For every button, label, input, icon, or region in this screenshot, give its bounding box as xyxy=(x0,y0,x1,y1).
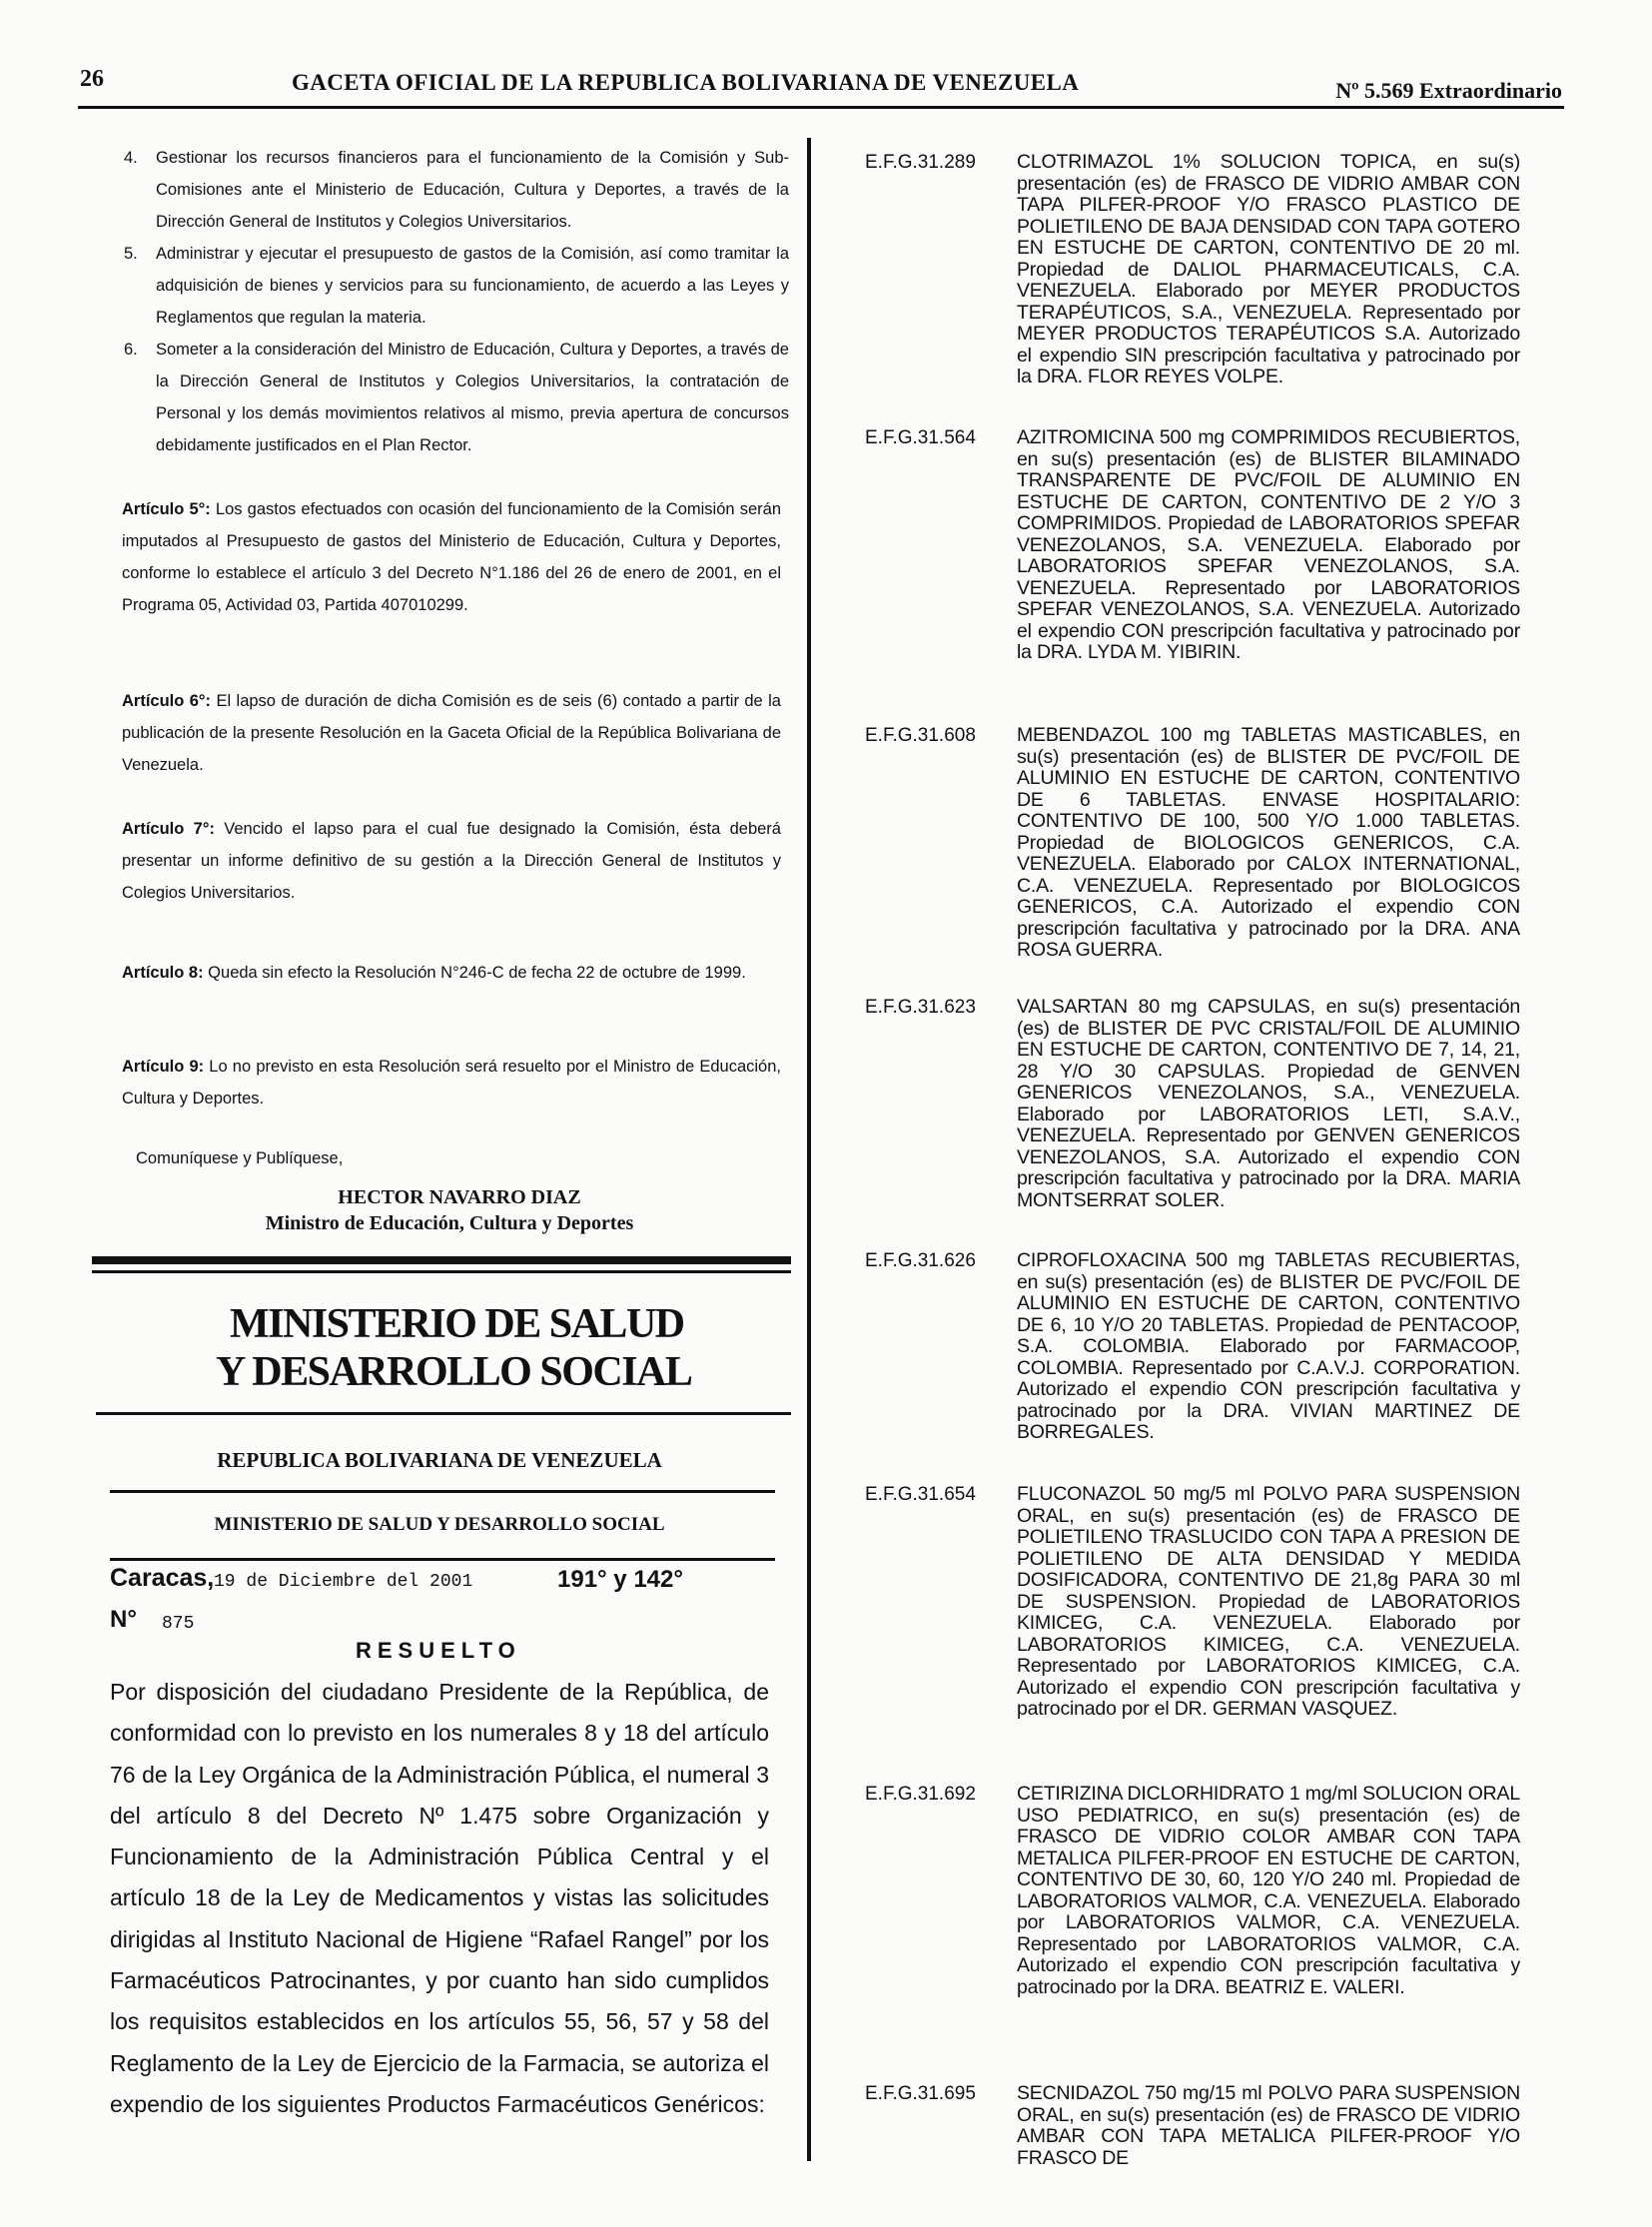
signer-title: Ministro de Educación, Cultura y Deportes xyxy=(265,1212,634,1234)
ministry-heading xyxy=(118,1300,777,1396)
resolution-number: 875 xyxy=(162,1614,195,1634)
list-item-text: Administrar y ejecutar el presupuesto de gastos de la Comisión, así como tramitar la adquisición de bienes y servicios para su funcionamiento, de acuerdo a las Leyes y Reglamentos que regulan la materia. xyxy=(156,245,789,327)
list-item-text: Gestionar los recursos financieros para el funcionamiento de la Comisión y Sub-Comisiones ante el Ministerio de Educación, Cultura y Deportes, a través de la Dirección General de Institutos y Colegios Universitarios. xyxy=(156,149,789,231)
article-label: Artículo 8: xyxy=(122,964,204,982)
resuelto-heading: RESUELTO xyxy=(356,1638,521,1663)
list-item xyxy=(118,142,789,238)
product-description: FLUCONAZOL 50 mg/5 ml POLVO PARA SUSPENSION ORAL, en su(s) presentación (es) de FRASCO DE POLIETILENO TRASLUCIDO CON TAPA A PRESION DE POLIETILENO DE ALTA DENSIDAD Y MEDIDA DOSIFICADORA, CONTENTIVO DE 21,8g PARA 30 ml DE SUSPENSION. Propiedad de LABORATORIOS KIMICEG, C.A. VENEZUELA. Elaborado por LABORATORIOS KIMICEG, C.A. VENEZUELA. Representado por LABORATORIOS KIMICEG, C.A. Autorizado el expendio CON prescripción facultativa y patrocinado por el DR. GERMAN VASQUEZ. xyxy=(1017,1483,1520,1720)
divider xyxy=(110,1490,775,1493)
article-text: Lo no previsto en esta Resolución será resuelto por el Ministro de Educación, Cultura y Deportes. xyxy=(122,1058,781,1108)
article-5 xyxy=(122,493,781,621)
divider xyxy=(96,1412,791,1415)
page-number: 26 xyxy=(80,66,104,92)
product-code: E.F.G.31.564 xyxy=(865,427,976,448)
article-6 xyxy=(122,685,781,781)
issue-label: Nº 5.569 Extraordinario xyxy=(1335,78,1562,103)
signer-name: HECTOR NAVARRO DIAZ xyxy=(338,1186,581,1208)
page-header xyxy=(78,66,1564,109)
column-divider xyxy=(807,138,811,2161)
article-text: El lapso de duración de dicha Comisión es de seis (6) contado a partir de la publicación de la presente Resolución en la Gaceta Oficial de la República Bolivariana de Venezuela. xyxy=(122,692,781,774)
article-label: Artículo 6°: xyxy=(122,692,212,710)
product-description: CETIRIZINA DICLORHIDRATO 1 mg/ml SOLUCION ORAL USO PEDIATRICO, en su(s) presentación (es) de FRASCO DE VIDRIO COLOR AMBAR CON TAPA METALICA PILFER-PROOF EN ESTUCHE DE CARTON, CONTENTIVO DE 30, 60, 120 Y/O 240 ml. Propiedad de LABORATORIOS VALMOR, C.A. VENEZUELA. Elaborado por LABORATORIOS VALMOR, C.A. VENEZUELA. Representado por LABORATORIOS VALMOR, C.A. Autorizado el expendio CON prescripción facultativa y patrocinado por la DRA. BEATRIZ E. VALERI. xyxy=(1017,1783,1520,1998)
product-description: SECNIDAZOL 750 mg/15 ml POLVO PARA SUSPENSION ORAL, en su(s) presentación (es) de FRASCO DE VIDRIO AMBAR CON TAPA METALICA PILFER-PROOF Y/O FRASCO DE xyxy=(1017,2082,1520,2169)
closing-line: Comuníquese y Publíquese, xyxy=(136,1149,344,1167)
product-description: VALSARTAN 80 mg CAPSULAS, en su(s) presentación (es) de BLISTER DE PVC CRISTAL/FOIL DE ALUMINIO EN ESTUCHE DE CARTON, CONTENTIVO DE 7, 14, 21, 28 Y/O 30 CAPSULAS. Propiedad de GENVEN GENERICOS VENEZOLANOS, S.A., VENEZUELA. Elaborado por LABORATORIOS LETI, S.A.V., VENEZUELA. Representado por GENVEN GENERICOS VENEZOLANOS, S.A. Autorizado el expendio CON prescripción facultativa y patrocinado por la DRA. MARIA MONTSERRAT SOLER. xyxy=(1017,996,1520,1211)
product-code: E.F.G.31.626 xyxy=(865,1250,976,1271)
product-code: E.F.G.31.654 xyxy=(865,1484,976,1505)
article-text: Vencido el lapso para el cual fue designado la Comisión, ésta deberá presentar un informe definitivo de su gestión a la Dirección General de Institutos y Colegios Universitarios. xyxy=(122,820,781,902)
article-label: Artículo 7°: xyxy=(122,820,215,838)
functions-list xyxy=(118,142,789,461)
product-description: CIPROFLOXACINA 500 mg TABLETAS RECUBIERTAS, en su(s) presentación (es) de BLISTER DE PVC/FOIL DE ALUMINIO EN ESTUCHE DE CARTON, CONTENTIVO DE 6, 10 Y/O 20 TABLETAS. Propiedad de PENTACOOP, S.A. COLOMBIA. Elaborado por FARMACOOP, COLOMBIA. Representado por C.A.V.J. CORPORATION. Autorizado el expendio CON prescripción facultativa y patrocinado por la DRA. VIVIAN MARTINEZ DE BORREGALES. xyxy=(1017,1249,1520,1443)
article-9 xyxy=(122,1051,781,1114)
article-7 xyxy=(122,813,781,909)
ministry-line-1: MINISTERIO DE SALUD xyxy=(230,1301,684,1347)
republic-heading: REPUBLICA BOLIVARIANA DE VENEZUELA xyxy=(217,1448,662,1472)
list-item-number: 6. xyxy=(124,341,138,359)
article-8 xyxy=(122,957,781,989)
list-item-text: Someter a la consideración del Ministro de Educación, Cultura y Deportes, a través de la Dirección General de Institutos y Colegios Universitarios, la contratación de Personal y los demás movimientos relativos al mismo, previa apertura de concursos debidamente justificados en el Plan Rector. xyxy=(156,341,789,454)
product-code: E.F.G.31.692 xyxy=(865,1784,976,1805)
ministry-caps-heading: MINISTERIO DE SALUD Y DESARROLLO SOCIAL xyxy=(214,1514,665,1535)
resolution-body: Por disposición del ciudadano Presidente de la República, de conformidad con lo previsto en los numerales 8 y 18 del artículo 76 de la Ley Orgánica de la Administración Pública, el numeral 3 del artículo 8 del Decreto Nº 1.475 sobre Organización y Funcionamiento de la Administración Pública Central y el artículo 18 de la Ley de Medicamentos y vistas las solicitudes dirigidas al Instituto Nacional de Higiene “Rafael Rangel” por los Farmacéuticos Patrocinantes, y por cuanto han sido cumplidos los requisitos establecidos en los artículos 55, 56, 57 y 58 del Reglamento de la Ley de Ejercicio de la Farmacia, se autoriza el expendio de los siguientes Productos Farmacéuticos Genéricos: xyxy=(110,1679,769,2117)
product-description: MEBENDAZOL 100 mg TABLETAS MASTICABLES, en su(s) presentación (es) de BLISTER DE PVC/FOIL DE ALUMINIO EN ESTUCHE DE CARTON, CONTENTIVO DE 6 TABLETAS. ENVASE HOSPITALARIO: CONTENTIVO DE 100, 500 Y/O 1.000 TABLETAS. Propiedad de BIOLOGICOS GENERICOS, C.A. VENEZUELA. Elaborado por CALOX INTERNATIONAL, C.A. VENEZUELA. Representado por BIOLOGICOS GENERICOS, C.A. Autorizado el expendio CON prescripción facultativa y patrocinado por la DRA. ANA ROSA GUERRA. xyxy=(1017,724,1520,961)
years-label: 191° y 142° xyxy=(557,1566,683,1593)
section-rule-thin xyxy=(92,1270,791,1273)
date-line xyxy=(110,1564,749,1604)
date: 19 de Diciembre del 2001 xyxy=(214,1572,473,1592)
product-code: E.F.G.31.623 xyxy=(865,997,976,1018)
product-code: E.F.G.31.695 xyxy=(865,2083,976,2104)
product-description: AZITROMICINA 500 mg COMPRIMIDOS RECUBIERTOS, en su(s) presentación (es) de BLISTER BILAMINADO TRANSPARENTE DE PVC/FOIL DE ALUMINIO EN ESTUCHE DE CARTON, CONTENTIVO DE 2 Y/O 3 COMPRIMIDOS. Propiedad de LABORATORIOS SPEFAR VENEZOLANOS, S.A. VENEZUELA. Elaborado por LABORATORIOS SPEFAR VENEZOLANOS, S.A. VENEZUELA. Representado por LABORATORIOS SPEFAR VENEZOLANOS, S.A. VENEZUELA. Autorizado el expendio CON prescripción facultativa y patrocinado por la DRA. LYDA M. YIBIRIN. xyxy=(1017,426,1520,663)
list-item xyxy=(118,334,789,461)
product-description: CLOTRIMAZOL 1% SOLUCION TOPICA, en su(s) presentación (es) de FRASCO DE VIDRIO AMBAR CON TAPA PILFER-PROOF Y/O FRASCO PLASTICO DE POLIETILENO DE BAJA DENSIDAD CON TAPA GOTERO EN ESTUCHE DE CARTON, CONTENTIVO DE 20 ml. Propiedad de DALIOL PHARMACEUTICALS, C.A. VENEZUELA. Elaborado por MEYER PRODUCTOS TERAPÉUTICOS, S.A., VENEZUELA. Representado por MEYER PRODUCTOS TERAPÉUTICOS S.A. Autorizado el expendio SIN prescripción facultativa y patrocinado por la DRA. FLOR REYES VOLPE. xyxy=(1017,151,1520,387)
gazette-title: GACETA OFICIAL DE LA REPUBLICA BOLIVARIANA DE VENEZUELA xyxy=(292,70,1080,95)
product-code: E.F.G.31.289 xyxy=(865,152,976,173)
list-item-number: 4. xyxy=(124,149,138,167)
article-text: Los gastos efectuados con ocasión del funcionamiento de la Comisión serán imputados al Presupuesto de gastos del Ministerio de Educación, Cultura y Deportes, conforme lo establece el artículo 3 del Decreto N°1.186 del 26 de enero de 2001, en el Programa 05, Actividad 03, Partida 407010299. xyxy=(122,500,781,614)
list-item-number: 5. xyxy=(124,245,138,263)
product-code: E.F.G.31.608 xyxy=(865,725,976,746)
list-item xyxy=(118,238,789,334)
section-rule xyxy=(92,1256,791,1264)
article-label: Artículo 9: xyxy=(122,1058,205,1076)
divider xyxy=(110,1558,775,1561)
article-label: Artículo 5°: xyxy=(122,500,211,518)
article-text: Queda sin efecto la Resolución N°246-C de fecha 22 de octubre de 1999. xyxy=(203,964,746,982)
city: Caracas, xyxy=(110,1564,215,1592)
ministry-line-2: Y DESARROLLO SOCIAL xyxy=(216,1349,692,1395)
number-label: N° xyxy=(110,1606,137,1633)
